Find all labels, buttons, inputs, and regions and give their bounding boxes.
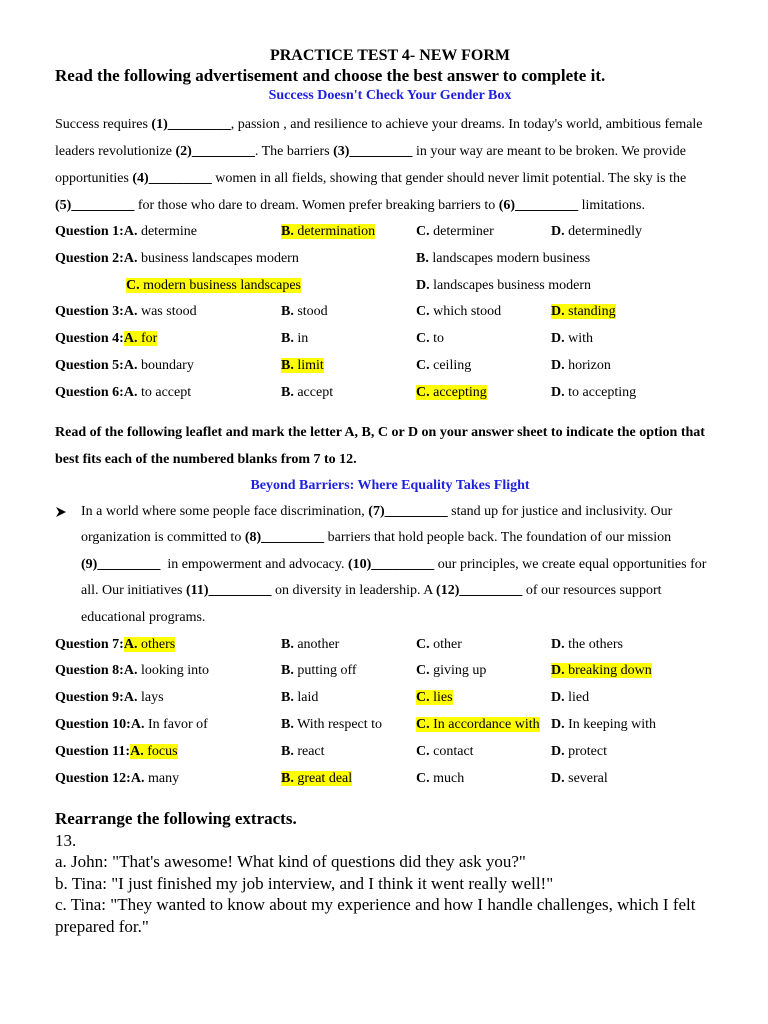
blank-10: (10)_________ <box>347 556 435 572</box>
option-d[interactable]: D. several <box>551 770 608 786</box>
question-12 <box>55 766 725 793</box>
question-2-cont <box>55 273 725 300</box>
passage-text: our principles, we create equal opportunities for all. Our initiatives <box>81 556 707 599</box>
question-9 <box>55 685 725 712</box>
question-label: Question 4: <box>55 331 124 347</box>
blank-4: (4)_________ <box>132 171 212 186</box>
option-a[interactable]: A. In favor of <box>130 716 208 732</box>
option-b[interactable]: B. limit <box>281 357 324 373</box>
question-3 <box>55 299 725 326</box>
question-list-1 <box>55 219 725 407</box>
question-label: Question 5: <box>55 357 124 373</box>
option-b[interactable]: B. With respect to <box>281 716 383 732</box>
question-label: Question 1: <box>55 224 124 239</box>
option-b[interactable]: B. great deal <box>281 770 353 786</box>
option-c[interactable]: C. determiner <box>416 224 494 239</box>
passage-text: in empowerment and advocacy. <box>160 556 348 572</box>
passage-text: stand up for justice and inclusivity. Our organization is committed to <box>81 503 673 546</box>
blank-11: (11)_________ <box>185 583 272 599</box>
option-b[interactable]: B. laid <box>281 690 319 706</box>
option-a[interactable]: A. boundary <box>123 357 194 373</box>
question-label: Question 8: <box>55 663 124 679</box>
passage-text: in your way are meant to be broken. We provide opportunities <box>55 144 686 186</box>
option-a[interactable]: A. looking into <box>123 663 210 679</box>
question-list-2 <box>55 632 725 793</box>
blank-7: (7)_________ <box>368 503 448 519</box>
option-c[interactable]: C. other <box>416 636 462 652</box>
blank-3: (3)_________ <box>333 144 413 159</box>
question-2 <box>55 246 725 273</box>
blank-1: (1)_________ <box>151 117 231 132</box>
passage-text: Success requires <box>55 117 152 132</box>
option-c[interactable]: C. ceiling <box>416 357 472 373</box>
page-title: PRACTICE TEST 4- NEW FORM <box>269 47 511 64</box>
worksheet-page <box>55 46 725 937</box>
rearrange-section <box>55 808 725 937</box>
option-d[interactable]: D. In keeping with <box>551 716 656 732</box>
passage-text: women in all fields, showing that gender should never limit potential. The sky is the <box>211 171 687 186</box>
blank-9: (9)_________ <box>81 556 161 572</box>
advertisement-title: Success Doesn't Check Your Gender Box <box>268 88 512 103</box>
section1-instruction: Read the following advertisement and choose the best answer to complete it. <box>55 66 606 85</box>
option-b[interactable]: B. accept <box>281 384 334 400</box>
option-c[interactable]: C. accepting <box>416 384 487 400</box>
option-c[interactable]: C. much <box>416 770 465 786</box>
question-label: Question 6: <box>55 384 124 400</box>
question-7 <box>55 632 725 659</box>
passage-text: on diversity in leadership. A <box>271 583 437 599</box>
option-c[interactable]: C. lies <box>416 690 453 706</box>
option-c[interactable]: C. contact <box>416 743 474 759</box>
leaflet-title: Beyond Barriers: Where Equality Takes Flight <box>250 477 530 493</box>
option-b[interactable]: B. stood <box>281 304 328 320</box>
option-d[interactable]: D. breaking down <box>551 663 652 679</box>
extract-line-b: b. Tina: "I just finished my job interview, and I think it went really well!" <box>55 873 554 893</box>
question-label: Question 11: <box>55 743 131 759</box>
question-6 <box>55 380 725 407</box>
option-b[interactable]: B. react <box>281 743 325 759</box>
passage-text: for those who dare to dream. Women prefer breaking barriers to <box>134 198 499 213</box>
question-8 <box>55 658 725 685</box>
option-b[interactable]: B. in <box>281 331 309 347</box>
passage-text: In a world where some people face discrimination, <box>81 503 369 519</box>
question-label: Question 9: <box>55 690 124 706</box>
rearrange-heading: Rearrange the following extracts. <box>55 809 297 829</box>
option-d[interactable]: D. to accepting <box>551 384 637 400</box>
option-a[interactable]: A. was stood <box>123 304 197 320</box>
option-a[interactable]: A. focus <box>130 743 178 759</box>
passage-text: barriers that hold people back. The foundation of our mission <box>324 530 672 546</box>
option-b[interactable]: B. putting off <box>281 663 357 679</box>
option-b[interactable]: B. landscapes modern business <box>416 250 591 266</box>
question-11 <box>55 739 725 766</box>
option-a[interactable]: A. business landscapes modern <box>123 250 299 266</box>
option-d[interactable]: D. standing <box>551 304 616 320</box>
blank-12: (12)_________ <box>436 583 523 599</box>
option-b[interactable]: B. determination <box>281 224 376 239</box>
leaflet-passage <box>55 499 725 632</box>
option-d[interactable]: D. determinedly <box>551 224 642 239</box>
option-a[interactable]: A. others <box>123 636 176 652</box>
option-d[interactable]: D. lied <box>551 690 590 706</box>
blank-2: (2)_________ <box>175 144 255 159</box>
option-c[interactable]: C. giving up <box>416 663 487 679</box>
question-1 <box>55 219 725 246</box>
option-a[interactable]: A. for <box>123 331 158 347</box>
question-label: Question 2: <box>55 250 124 266</box>
option-d[interactable]: D. protect <box>551 743 607 759</box>
passage-text: limitations. <box>578 198 645 213</box>
advertisement-passage <box>55 111 725 219</box>
question-10 <box>55 712 725 739</box>
option-c[interactable]: C. to <box>416 331 445 347</box>
passage-text: . The barriers <box>254 144 334 159</box>
extract-line-c: c. Tina: "They wanted to know about my experience and how I handle challenges, which I felt prepared for." <box>55 895 696 936</box>
blank-6: (6)_________ <box>498 198 579 213</box>
option-c[interactable]: C. which stood <box>416 304 502 320</box>
blank-8: (8)_________ <box>244 530 325 546</box>
question-label: Question 12: <box>55 770 131 786</box>
question-label: Question 3: <box>55 304 124 320</box>
extract-line-a: a. John: "That's awesome! What kind of questions did they ask you?" <box>55 852 526 872</box>
question-5 <box>55 353 725 380</box>
blank-5: (5)_________ <box>55 198 135 213</box>
passage-text: , passion , and resilience to achieve your dreams. In today's world, ambitious female leaders revolutionize <box>55 117 703 159</box>
option-c[interactable]: C. modern business landscapes <box>126 277 301 293</box>
option-d[interactable]: D. landscapes business modern <box>416 277 591 293</box>
option-b[interactable]: B. another <box>281 636 340 652</box>
option-d[interactable]: D. horizon <box>551 357 611 373</box>
option-a[interactable]: A. many <box>130 770 180 786</box>
question-number: 13. <box>55 830 77 850</box>
option-d[interactable]: D. the others <box>551 636 623 652</box>
option-a[interactable]: A. determine <box>123 224 197 239</box>
question-label: Question 7: <box>55 636 124 652</box>
question-label: Question 10: <box>55 716 131 732</box>
question-4 <box>55 326 725 353</box>
passage-text: of our resources support educational programs. <box>81 583 662 625</box>
option-d[interactable]: D. with <box>551 331 594 347</box>
section2-instruction: Read of the following leaflet and mark the letter A, B, C or D on your answer sheet to indicate the option that best fits each of the numbered blanks from 7 to 12. <box>55 424 705 467</box>
option-c[interactable]: C. In accordance with <box>416 716 540 732</box>
option-a[interactable]: A. to accept <box>123 384 192 400</box>
option-a[interactable]: A. lays <box>123 690 164 706</box>
